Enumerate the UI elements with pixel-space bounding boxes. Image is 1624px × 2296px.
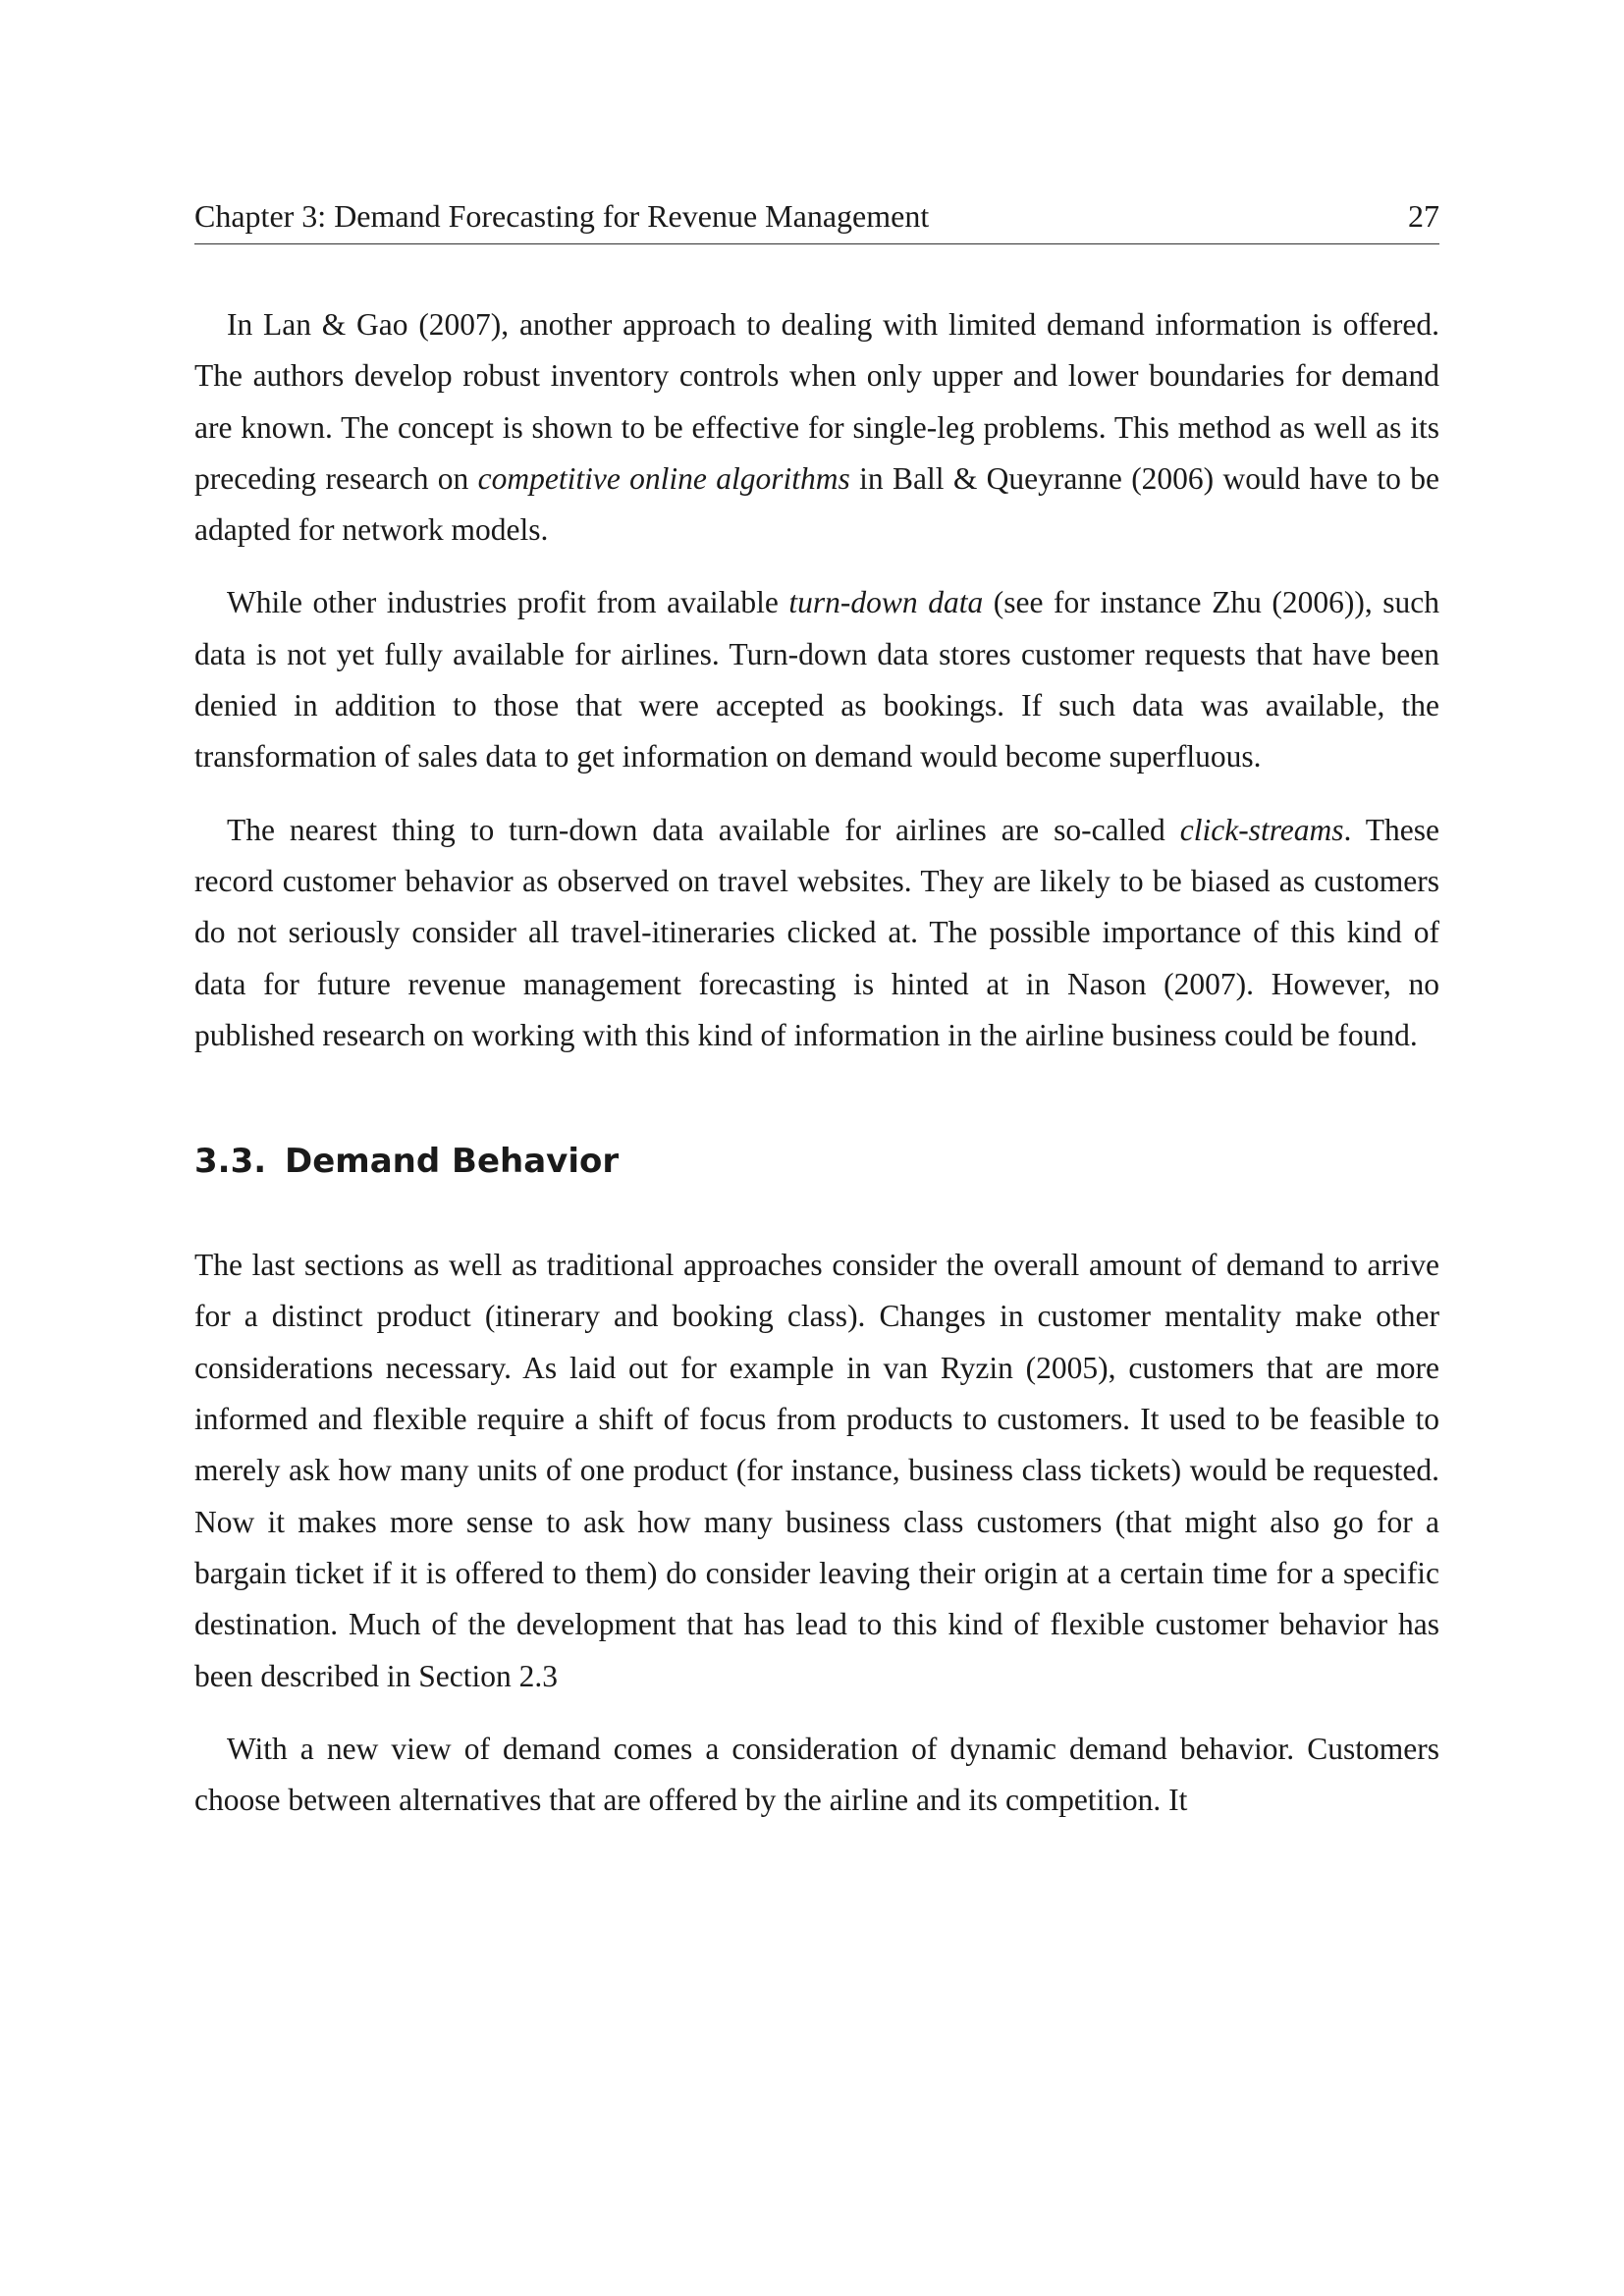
paragraph-turn-down-data: While other industries profit from available turn-down data (see for instance Zhu (2006)), such data is not yet fully available for airlines. Turn-down data stores customer requests that have been denied in addition to those that were accepted as bookings. If such data was available, the transformation of sales data to get information on demand would become superfluous. [194,585,1440,774]
paragraph-limited-demand: In Lan & Gao (2007), another approach to dealing with limited demand information is offered. The authors develop robust inventory controls when only upper and lower boundaries for demand are known. The concept is shown to be effective for single-leg problems. This method as well as its preceding research on competitive online algorithms in Ball & Queyranne (2006) would have to be adapted for network models. [194,307,1439,548]
emphasis-term: turn-down data [788,585,984,620]
chapter-title: Chapter 3: Demand Forecasting for Revenue Management [194,198,930,234]
document-page [194,0,1439,2296]
section-number: 3.3. [194,1142,267,1182]
emphasis-term: click-streams [1179,812,1344,847]
paragraph-demand-behavior: The last sections as well as traditional approaches consider the overall amount of demand to arrive for a distinct product (itinerary and booking class). Changes in customer mentality make other considerations necessary. As laid out for example in van Ryzin (2005), customers that are more informed and flexible require a shift of focus from products to customers. It used to be feasible to merely ask how many units of one product (for instance, business class tickets) would be requested. Now it makes more sense to ask how many business class customers (that might also go for a bargain ticket if it is offered to them) do consider leaving their origin at a certain time for a specific destination. Much of the development that has lead to this kind of flexible customer behavior has been described in Section 2.3 [194,1248,1439,1693]
running-header [194,196,1439,244]
page-number: 27 [1408,198,1439,234]
section-title: Demand Behavior [285,1142,620,1182]
paragraph-click-streams: The nearest thing to turn-down data available for airlines are so-called click-streams. These record customer behavior as observed on travel websites. They are likely to be biased as customers do not seriously consider all travel-itineraries clicked at. The possible importance of this kind of data for future revenue management forecasting is hinted at in Nason (2007). However, no published research on working with this kind of information in the airline business could be found. [194,812,1439,1052]
section-heading [194,1140,1439,1183]
body-text [194,299,1439,1847]
emphasis-term: competitive online algorithms [477,460,850,496]
paragraph-dynamic-demand: With a new view of demand comes a consideration of dynamic demand behavior. Customers choose between alternatives that are offered by the airline and its competition. It [194,1731,1439,1818]
